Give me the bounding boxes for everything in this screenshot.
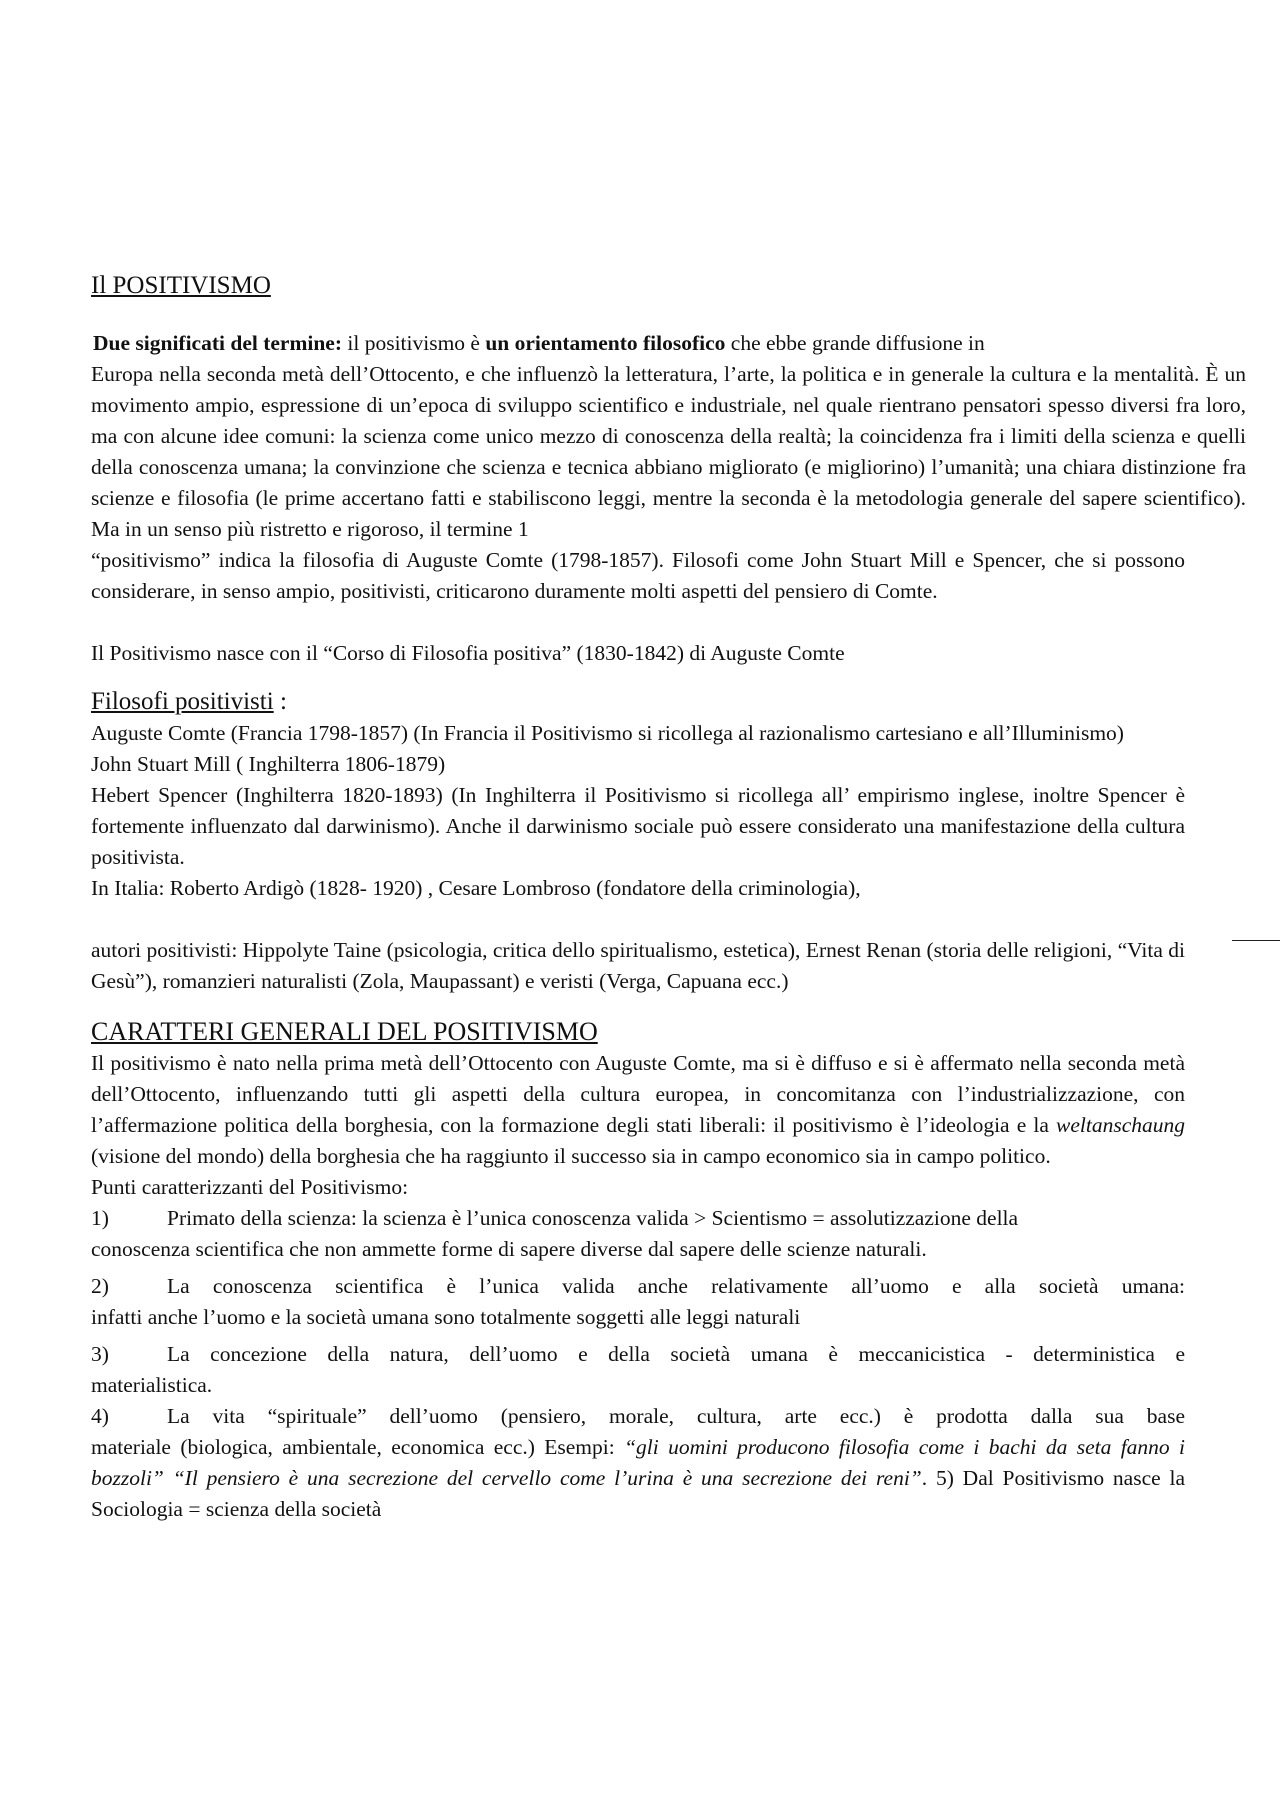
quote-examples: “gli uomini producono filosofia come i bachi da seta fanno i bozzoli” “Il pensiero è una secrezione del cervello come l’urina è una secrezione dei reni” — [91, 1435, 1185, 1490]
point-4: 4) La vita “spirituale” dell’uomo (pensiero, morale, cultura, arte ecc.) è prodotta dalla sua base materiale (biologica, ambientale, economica ecc.) Esempi: “gli uomini producono filosofia come i bachi da seta fanno i bozzoli” “Il pensiero è una secrezione del cervello come l’urina è una secrezione dei reni”. 5) Dal Positivismo nasce la Sociologia = scienza della società — [91, 1401, 1246, 1525]
general-heading: CARATTERI GENERALI DEL POSITIVISMO — [91, 1017, 598, 1046]
positivist-authors: autori positivisti: Hippolyte Taine (psicologia, critica dello spiritualismo, estetica), Ernest Renan (storia delle religioni, “Vita di Gesù”), romanzieri naturalisti (Zola, Maupassant) e veristi (Verga, Capuana ecc.) — [91, 938, 1185, 993]
page-title: Il POSITIVISMO — [91, 272, 271, 299]
point-3: 3) La concezione della natura, dell’uomo e della società umana è meccanicistica - deterministica e materialistica. — [91, 1342, 1185, 1397]
philosopher-comte: Auguste Comte (Francia 1798-1857) (In Francia il Positivismo si ricollega al razionalismo cartesiano e all’Illuminismo) — [91, 721, 1124, 745]
philosopher-mill: John Stuart Mill ( Inghilterra 1806-1879) — [91, 752, 446, 776]
point-1: 1) Primato della scienza: la scienza è l’unica conoscenza valida > Scientismo = assolutizzazione della conoscenza scientifica che non ammette forme di sapere diverse dal sapere delle scienze naturali. — [91, 1206, 1019, 1261]
general-paragraph: Il positivismo è nato nella prima metà dell’Ottocento con Auguste Comte, ma si è diffuso e si è affermato nella seconda metà dell’Ottocento, influenzando tutti gli aspetti della cultura europea, in concomitanza con l’industrializzazione, con l’affermazione politica della borghesia, con la formazione degli stati liberali: il positivismo è l’ideologia e la weltanschaung (visione del mondo) della borghesia che ha raggiunto il successo sia in campo economico sia in campo politico. — [91, 1051, 1185, 1168]
intro-bold-term: Due significati del termine: — [93, 331, 342, 355]
intro-body: Europa nella seconda metà dell’Ottocento, e che influenzò la letteratura, l’arte, la politica e in generale la cultura e la mentalità. È un movimento ampio, espressione di un’epoca di sviluppo scientifico e industriale, nel quale rientrano pensatori spesso diversi fra loro, ma con alcune idee comuni: la scienza come unico mezzo di conoscenza della realtà; la coincidenza fra i limiti della scienza e quelli della conoscenza umana; la convinzione che scienza e tecnica abbiano migliorato (e migliorino) l’umanità; una chiara distinzione fra scienze e filosofia (le prime accertano fatti e stabiliscono leggi, mentre la seconda è la metodologia generale del sapere scientifico). Ma in un senso più ristretto e rigoroso, il termine 1 — [91, 362, 1246, 541]
intro-bold-orientation: un orientamento filosofico — [485, 331, 726, 355]
origin-line: Il Positivismo nasce con il “Corso di Filosofia positiva” (1830-1842) di Auguste Comte — [91, 641, 845, 665]
philosophers-italy: In Italia: Roberto Ardigò (1828- 1920) , Cesare Lombroso (fondatore della criminologia), — [91, 876, 861, 900]
points-intro: Punti caratterizzanti del Positivismo: — [91, 1175, 409, 1199]
point-2: 2) La conoscenza scientifica è l’unica valida anche relativamente all’uomo e alla società umana: infatti anche l’uomo e la società umana sono totalmente soggetti alle leggi naturali — [91, 1274, 1185, 1329]
intro-body-2: “positivismo” indica la filosofia di Auguste Comte (1798-1857). Filosofi come John Stuart Mill e Spencer, che si possono considerare, in senso ampio, positivisti, criticarono duramente molti aspetti del pensiero di Comte. — [91, 548, 1185, 603]
document-page: Il POSITIVISMO Due significati del termine: il positivismo è un orientamento filosofico che ebbe grande diffusione in Europa nella seconda metà dell’Ottocento, e che influenzò la letteratura, l’arte, la politica e in generale la cultura e la mentalità. È un movimento ampio, espressione di un’epoca di sviluppo scientifico e industriale, nel quale rientrano pensatori spesso diversi fra loro, ma con alcune idee comuni: la scienza come unico mezzo di conoscenza della realtà; la coincidenza fra i limiti della scienza e quelli della conoscenza umana; la convinzione che scienza e tecnica abbiano migliorato (e migliorino) l’umanità; una chiara distinzione fra scienze e filosofia (le prime accertano fatti e stabiliscono leggi, mentre la seconda è la metodologia generale del sapere scientifico). Ma in un senso più ristretto e rigoroso, il termine 1 “positivismo” indica la filosofia di Auguste Comte (1798-1857). Filosofi come John Stuart Mill e Spencer, che si possono considerare, in senso ampio, positivisti, criticarono duramente molti aspetti del pensiero di Comte. Il Positivismo nasce con il “Corso di Filosofia positiva” (1830-1842) di Auguste Comte Filosofi positivisti : Auguste Comte (Francia 1798-1857) (In Francia il Positivismo si ricollega al razionalismo cartesiano e all’Illuminismo) John Stuart Mill ( Inghilterra 1806-1879) Hebert Spencer (Inghilterra 1820-1893) (In Inghilterra il Positivismo si ricollega all’ empirismo inglese, inoltre Spencer è fortemente influenzato dal darwinismo). Anche il darwinismo sociale può essere considerato una manifestazione della cultura positivista. In Italia: Roberto Ardigò (1828- 1920) , Cesare Lombroso (fondatore della criminologia), autori positivisti: Hippolyte Taine (psicologia, critica dello spiritualismo, estetica), Ernest Renan (storia delle religioni, “Vita di Gesù”), romanzieri naturalisti (Zola, Maupassant) e veristi (Verga, Capuana ecc.) CARATTERI GENERALI DEL POSITIVISMO Il positivismo è nato nella prima metà dell’Ottocento con Auguste Comte, ma si è diffuso e si è affermato nella seconda metà dell’Ottocento, influenzando tutti gli aspetti della cultura europea, in concomitanza con l’industrializzazione, con l’affermazione politica della borghesia, con la formazione degli stati liberali: il positivismo è l’ideologia e la weltanschaung (visione del mondo) della borghesia che ha raggiunto il successo sia in campo economico sia in campo politico. Punti caratterizzanti del Positivismo: 1) Primato della scienza: la scienza è l’unica conoscenza valida > Scientismo = assolutizzazione della conoscenza scientifica che non ammette forme di sapere diverse dal sapere delle scienze naturali. 2) La conoscenza scientifica è l’unica valida anche relativamente all’uomo e alla società umana: infatti anche l’uomo e la società umana sono totalmente soggetti alle leggi naturali 3) La concezione della natura, dell’uomo e della società umana è meccanicistica - deterministica e materialistica. 4) La vita “spirituale” dell’uomo (pensiero, morale, cultura, arte ecc.) è prodotta dalla sua base materiale (biologica, ambientale, economica ecc.) Esempi: “gli uomini producono filosofia come i bachi da seta fanno i bozzoli” “Il pensiero è una secrezione del cervello come l’urina è una secrezione dei reni”. 5) Dal Positivismo nasce la Sociologia = scienza della società — [91, 270, 1246, 1525]
philosopher-spencer: Hebert Spencer (Inghilterra 1820-1893) (In Inghilterra il Positivismo si ricollega all’ empirismo inglese, inoltre Spencer è fortemente influenzato dal darwinismo). Anche il darwinismo sociale può essere considerato una manifestazione della cultura positivista. — [91, 783, 1185, 869]
intro-first-line: Due significati del termine: il positivismo è un orientamento filosofico che ebbe grande diffusione in — [93, 331, 985, 355]
philosophers-heading: Filosofi positivisti — [91, 688, 274, 715]
point-4-body: materiale (biologica, ambientale, economica ecc.) Esempi: “gli uomini producono filosofia come i bachi da seta fanno i bozzoli” “Il pensiero è una secrezione del cervello come l’urina è una secrezione dei reni”. 5) Dal Positivismo nasce la Sociologia = scienza della società — [91, 1435, 1185, 1521]
point-5: . 5) Dal Positivismo nasce la Sociologia = scienza della società — [91, 1466, 1185, 1521]
